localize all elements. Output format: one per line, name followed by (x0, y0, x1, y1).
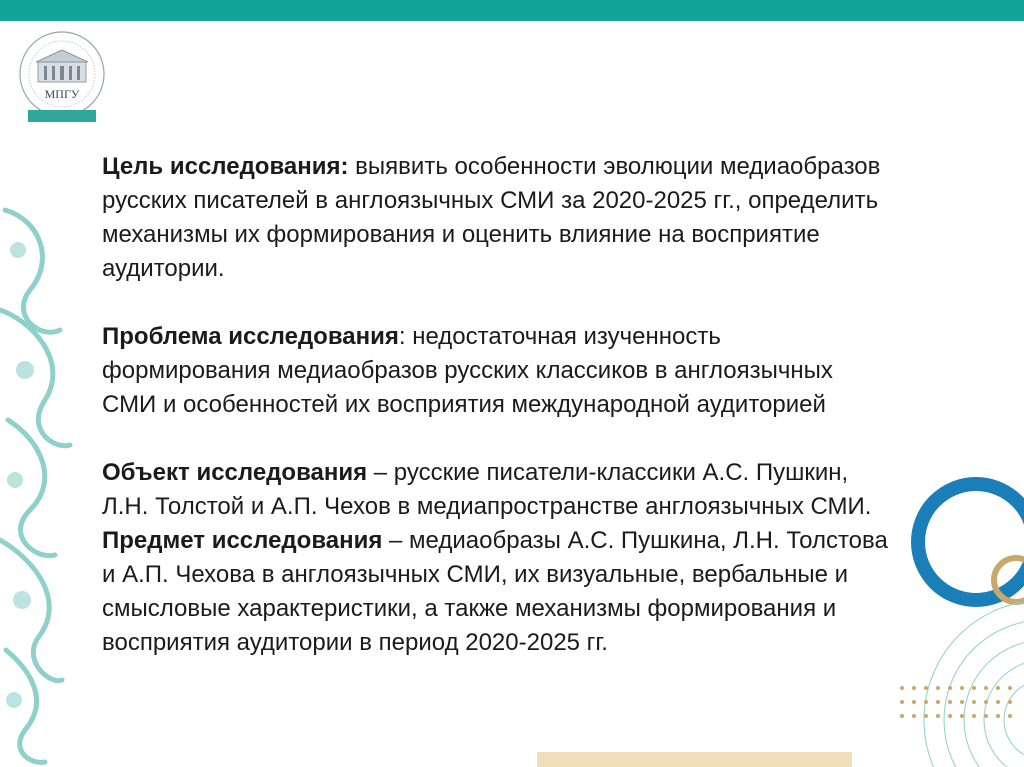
goal-heading: Цель исследования: (102, 153, 349, 180)
problem-text: : недостаточная изученность формирования медиаобразов русских классиков в англоязычных СМИ и особенностей их восприятия международной аудиторией (102, 323, 833, 418)
bottom-accent-bar (537, 752, 852, 767)
right-decoration-icon (894, 470, 1024, 767)
subject-heading: Предмет исследования (102, 527, 383, 554)
object-paragraph (102, 456, 892, 524)
goal-text: выявить особенности эволюции медиаобразов русских писателей в англоязычных СМИ за 2020-2025 гг., определить механизмы их формирования и оценить влияние на восприятие аудитории. (102, 153, 881, 282)
problem-paragraph (102, 320, 892, 422)
university-logo (14, 30, 110, 130)
object-heading: Объект исследования (102, 459, 368, 486)
subject-paragraph (102, 524, 892, 660)
top-accent-bar (0, 0, 1024, 21)
mpgu-emblem-icon (20, 32, 104, 122)
object-text: – русские писатели-классики А.С. Пушкин, Л.Н. Толстой и А.П. Чехов в медиапространстве англоязычных СМИ. (102, 459, 872, 520)
slide-body (102, 150, 892, 660)
logo-text: МПГУ (44, 87, 80, 101)
problem-heading: Проблема исследования (102, 323, 399, 350)
left-ornament-icon (0, 180, 80, 767)
subject-text: – медиаобразы А.С. Пушкина, Л.Н. Толстова и А.П. Чехова в англоязычных СМИ, их визуальные, вербальные и смысловые характеристики, а также механизмы формирования и восприятия аудитории в период 2020-2025 гг. (102, 527, 888, 656)
goal-paragraph (102, 150, 892, 286)
